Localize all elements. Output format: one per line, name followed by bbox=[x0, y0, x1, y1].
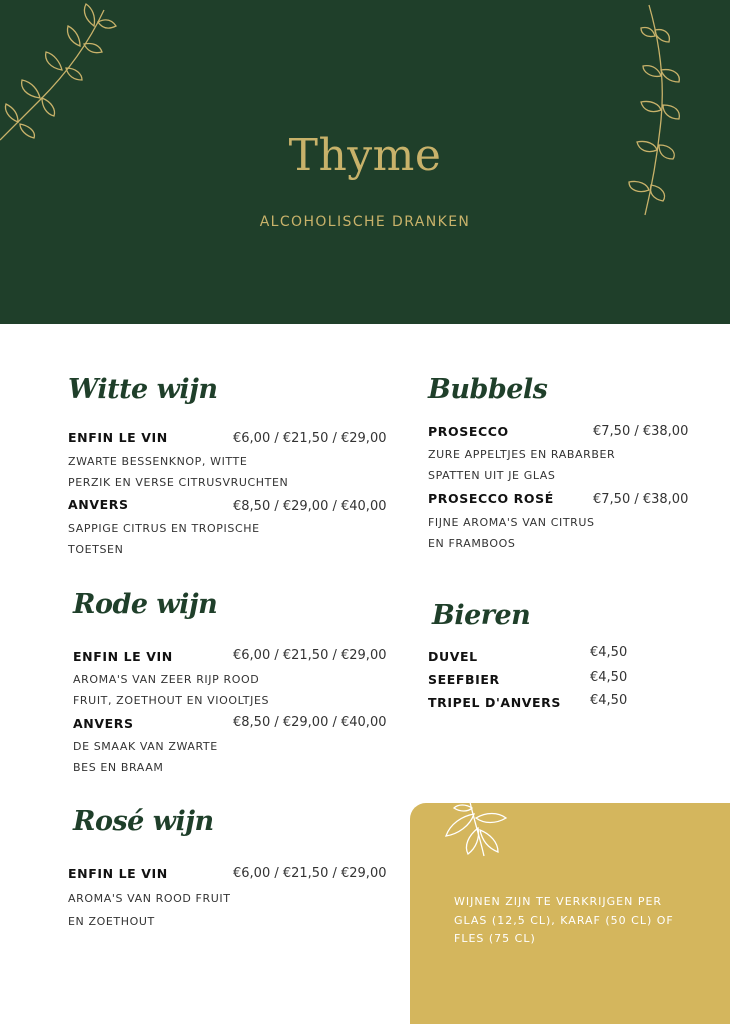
item-description: AROMA'S VAN ZEER RIJP ROOD FRUIT, ZOETHOUT EN VIOOLTJES bbox=[73, 673, 270, 707]
info-note: WIJNEN ZIJN TE VERKRIJGEN PER GLAS (12,5 CL), KARAF (50 CL) OF FLES (75 CL) bbox=[454, 895, 674, 945]
item-description: DE SMAAK VAN ZWARTE BES EN BRAAM bbox=[73, 740, 218, 774]
item-price: €6,00 / €21,50 / €29,00 bbox=[233, 431, 387, 446]
item-price: €4,50 bbox=[590, 670, 628, 685]
menu-subtitle: ALCOHOLISCHE DRANKEN bbox=[259, 214, 471, 230]
item-price: €6,00 / €21,50 / €29,00 bbox=[233, 648, 387, 663]
item-name: DUVEL bbox=[428, 649, 478, 664]
item-name: ENFIN LE VIN bbox=[73, 649, 173, 664]
item-price: €7,50 / €38,00 bbox=[593, 492, 689, 507]
brand-logo: Thyme bbox=[288, 130, 442, 181]
item-name: ANVERS bbox=[68, 497, 129, 512]
item-name: ENFIN LE VIN bbox=[68, 430, 168, 445]
item-description: SAPPIGE CITRUS EN TROPISCHE TOETSEN bbox=[68, 522, 260, 556]
section-title-rose-wijn: Rosé wijn bbox=[73, 806, 214, 837]
item-price: €8,50 / €29,00 / €40,00 bbox=[233, 499, 387, 514]
item-description: FIJNE AROMA'S VAN CITRUS EN FRAMBOOS bbox=[428, 516, 595, 550]
item-description: ZURE APPELTJES EN RABARBER SPATTEN UIT JE GLAS bbox=[428, 448, 616, 482]
item-name: ANVERS bbox=[73, 716, 134, 731]
menu-header bbox=[0, 0, 730, 324]
item-name: PROSECCO bbox=[428, 424, 509, 439]
item-price: €4,50 bbox=[590, 645, 628, 660]
item-description: ZWARTE BESSENKNOP, WITTE PERZIK EN VERSE CITRUSVRUCHTEN bbox=[68, 455, 289, 489]
thyme-sprig-icon bbox=[615, 0, 695, 220]
item-description: AROMA'S VAN ROOD FRUIT EN ZOETHOUT bbox=[68, 892, 231, 928]
item-name: SEEFBIER bbox=[428, 672, 500, 687]
item-price: €6,00 / €21,50 / €29,00 bbox=[233, 866, 387, 881]
item-name: ENFIN LE VIN bbox=[68, 866, 168, 881]
item-name: PROSECCO ROSÉ bbox=[428, 491, 554, 506]
section-title-bieren: Bieren bbox=[432, 600, 531, 631]
item-price: €4,50 bbox=[590, 693, 628, 708]
leaf-branch-icon bbox=[440, 800, 520, 860]
section-title-rode-wijn: Rode wijn bbox=[73, 589, 218, 620]
section-title-witte-wijn: Witte wijn bbox=[68, 374, 218, 405]
thyme-sprig-icon bbox=[0, 0, 120, 150]
item-price: €8,50 / €29,00 / €40,00 bbox=[233, 715, 387, 730]
item-name: TRIPEL D'ANVERS bbox=[428, 695, 561, 710]
item-price: €7,50 / €38,00 bbox=[593, 424, 689, 439]
section-title-bubbels: Bubbels bbox=[428, 374, 548, 405]
